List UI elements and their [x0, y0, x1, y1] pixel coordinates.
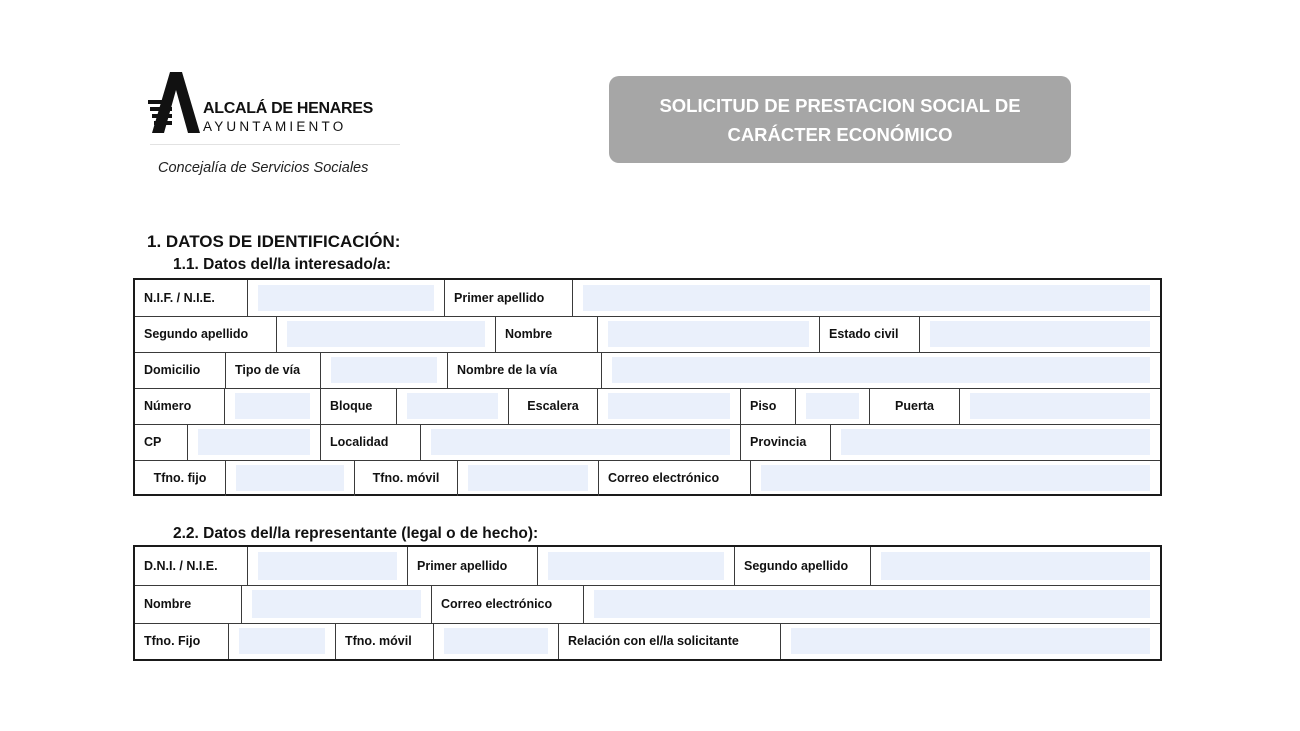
- rep-tfno-fijo-field[interactable]: [228, 623, 335, 659]
- tfno-movil-label: Tfno. móvil: [354, 460, 457, 496]
- nif-field[interactable]: [247, 280, 444, 316]
- logo-divider: [150, 144, 400, 145]
- document-title: [609, 76, 1071, 163]
- nombre-label: Nombre: [495, 316, 597, 352]
- provincia-field[interactable]: [830, 424, 1160, 460]
- title-line-1: SOLICITUD DE PRESTACION SOCIAL DE: [659, 94, 1021, 116]
- nombre-field[interactable]: [597, 316, 819, 352]
- numero-field[interactable]: [224, 388, 320, 424]
- nombre-via-label: Nombre de la vía: [447, 352, 601, 388]
- dni-label: D.N.I. / N.I.E.: [144, 559, 218, 573]
- subsection-heading-representante: 2.2. Datos del/la representante (legal o de hecho):: [173, 525, 539, 542]
- escalera-label: Escalera: [508, 388, 597, 424]
- ayuntamiento-logo: [148, 70, 408, 145]
- tfno-movil-field[interactable]: [457, 460, 598, 496]
- estado-civil-field[interactable]: [919, 316, 1160, 352]
- bloque-field[interactable]: [396, 388, 508, 424]
- form-row: [135, 547, 1160, 586]
- provincia-label: Provincia: [740, 424, 830, 460]
- rep-nombre-field[interactable]: [241, 585, 431, 623]
- nif-label: N.I.F. / N.I.E.: [144, 291, 215, 305]
- tfno-fijo-label: Tfno. fijo: [153, 471, 207, 485]
- title-line-2: CARÁCTER ECONÓMICO: [727, 123, 953, 145]
- logo-ayuntamiento: AYUNTAMIENTO: [203, 119, 347, 134]
- cp-field[interactable]: [187, 424, 320, 460]
- primer-apellido-label: Primer apellido: [444, 280, 572, 316]
- representante-form: [133, 545, 1162, 661]
- rep-tfno-movil-label: Tfno. móvil: [335, 623, 433, 659]
- primer-apellido-field[interactable]: [572, 280, 1160, 316]
- rep-primer-apellido-field[interactable]: [537, 547, 734, 585]
- nombre-via-field[interactable]: [601, 352, 1160, 388]
- tipo-via-label: Tipo de vía: [225, 352, 320, 388]
- logo-city-name: ALCALÁ DE HENARES: [203, 100, 374, 117]
- puerta-label: Puerta: [869, 388, 959, 424]
- form-row: [135, 460, 1160, 496]
- numero-label: Número: [144, 399, 192, 413]
- department-name: Concejalía de Servicios Sociales: [158, 160, 369, 176]
- dni-field[interactable]: [247, 547, 407, 585]
- piso-field[interactable]: [795, 388, 869, 424]
- relacion-label: Relación con el/la solicitante: [558, 623, 780, 659]
- bloque-label: Bloque: [320, 388, 396, 424]
- subsection-heading-interesado: 1.1. Datos del/la interesado/a:: [173, 256, 391, 273]
- correo-field[interactable]: [750, 460, 1160, 496]
- correo-label: Correo electrónico: [598, 460, 750, 496]
- form-row: [135, 352, 1160, 389]
- localidad-label: Localidad: [320, 424, 420, 460]
- form-row: [135, 623, 1160, 659]
- puerta-field[interactable]: [959, 388, 1160, 424]
- interesado-form: [133, 278, 1162, 496]
- section-heading: 1. DATOS DE IDENTIFICACIÓN:: [147, 232, 401, 251]
- form-row: [135, 424, 1160, 461]
- cp-label: CP: [144, 435, 162, 449]
- form-row: [135, 280, 1160, 317]
- form-row: [135, 388, 1160, 425]
- tipo-via-field[interactable]: [320, 352, 447, 388]
- localidad-field[interactable]: [420, 424, 740, 460]
- rep-correo-field[interactable]: [583, 585, 1160, 623]
- segundo-apellido-label: Segundo apellido: [144, 327, 249, 341]
- rep-primer-apellido-label: Primer apellido: [407, 547, 537, 585]
- domicilio-label: Domicilio: [144, 363, 201, 377]
- escalera-field[interactable]: [597, 388, 740, 424]
- form-row: [135, 585, 1160, 624]
- rep-correo-label: Correo electrónico: [431, 585, 583, 623]
- form-row: [135, 316, 1160, 353]
- rep-nombre-label: Nombre: [144, 597, 192, 611]
- rep-tfno-fijo-label: Tfno. Fijo: [144, 634, 201, 648]
- rep-segundo-apellido-label: Segundo apellido: [734, 547, 870, 585]
- rep-tfno-movil-field[interactable]: [433, 623, 558, 659]
- tfno-fijo-field[interactable]: [225, 460, 354, 496]
- relacion-field[interactable]: [780, 623, 1160, 659]
- piso-label: Piso: [740, 388, 795, 424]
- segundo-apellido-field[interactable]: [276, 316, 495, 352]
- estado-civil-label: Estado civil: [819, 316, 919, 352]
- alcala-logo-icon: [148, 70, 204, 135]
- rep-segundo-apellido-field[interactable]: [870, 547, 1160, 585]
